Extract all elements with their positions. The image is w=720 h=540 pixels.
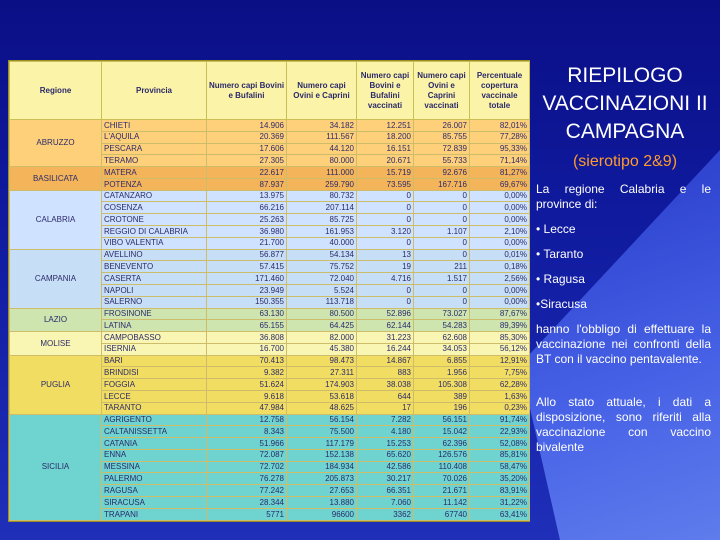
province-cell: BARI [102, 355, 207, 367]
table-row [10, 167, 530, 179]
notes-intro: La regione Calabria e le province di: [536, 182, 711, 211]
value-cell: 12.251 [357, 120, 414, 132]
value-cell: 36.980 [207, 226, 287, 238]
value-cell: 62,28% [470, 379, 530, 391]
value-cell: 63.130 [207, 308, 287, 320]
value-cell: 17.606 [207, 143, 287, 155]
value-cell: 0 [357, 202, 414, 214]
province-cell: SALERNO [102, 296, 207, 308]
value-cell: 92.676 [414, 167, 470, 179]
value-cell: 205.873 [287, 473, 357, 485]
slide-subtitle: (sierotipo 2&9) [572, 153, 678, 170]
province-cell: CATANZARO [102, 190, 207, 202]
value-cell: 62.608 [414, 332, 470, 344]
value-cell: 113.718 [287, 296, 357, 308]
value-cell: 82.000 [287, 332, 357, 344]
value-cell: 4.180 [357, 426, 414, 438]
table-row [10, 332, 530, 344]
value-cell: 85,30% [470, 332, 530, 344]
value-cell: 57.415 [207, 261, 287, 273]
value-cell: 0,18% [470, 261, 530, 273]
value-cell: 167.716 [414, 178, 470, 190]
value-cell: 52,08% [470, 438, 530, 450]
value-cell: 47.984 [207, 402, 287, 414]
value-cell: 0,00% [470, 237, 530, 249]
value-cell: 3362 [357, 508, 414, 520]
table-row [10, 355, 530, 367]
value-cell: 196 [414, 402, 470, 414]
header-bovini: Numero capi Bovini e Bufalini [207, 62, 287, 120]
value-cell: 5771 [207, 508, 287, 520]
province-cell: ENNA [102, 449, 207, 461]
value-cell: 0 [414, 190, 470, 202]
header-percentuale: Percentuale copertura vaccinale totale [470, 62, 530, 120]
value-cell: 62.144 [357, 320, 414, 332]
value-cell: 71,14% [470, 155, 530, 167]
value-cell: 389 [414, 390, 470, 402]
value-cell: 22,93% [470, 426, 530, 438]
value-cell: 62.396 [414, 438, 470, 450]
value-cell: 87,67% [470, 308, 530, 320]
value-cell: 0 [357, 190, 414, 202]
value-cell: 171.460 [207, 273, 287, 285]
value-cell: 54.134 [287, 249, 357, 261]
value-cell: 34.053 [414, 343, 470, 355]
value-cell: 42.586 [357, 461, 414, 473]
province-cell: RAGUSA [102, 485, 207, 497]
value-cell: 0 [414, 296, 470, 308]
province-cell: BRINDISI [102, 367, 207, 379]
province-cell: VIBO VALENTIA [102, 237, 207, 249]
value-cell: 70.413 [207, 355, 287, 367]
value-cell: 1,63% [470, 390, 530, 402]
header-vacc-ovini: Numero capi Ovini e Caprini vaccinati [414, 62, 470, 120]
value-cell: 70.026 [414, 473, 470, 485]
value-cell: 76.278 [207, 473, 287, 485]
value-cell: 2,10% [470, 226, 530, 238]
value-cell: 0 [357, 214, 414, 226]
value-cell: 0 [414, 202, 470, 214]
province-cell: FOGGIA [102, 379, 207, 391]
region-cell: MOLISE [10, 332, 102, 356]
value-cell: 36.808 [207, 332, 287, 344]
value-cell: 117.179 [287, 438, 357, 450]
value-cell: 644 [357, 390, 414, 402]
province-cell: FROSINONE [102, 308, 207, 320]
value-cell: 207.114 [287, 202, 357, 214]
province-cell: LECCE [102, 390, 207, 402]
province-cell: ISERNIA [102, 343, 207, 355]
value-cell: 13 [357, 249, 414, 261]
value-cell: 5.524 [287, 284, 357, 296]
value-cell: 66.216 [207, 202, 287, 214]
region-cell: SICILIA [10, 414, 102, 520]
value-cell: 105.308 [414, 379, 470, 391]
table-row [10, 190, 530, 202]
value-cell: 126.576 [414, 449, 470, 461]
value-cell: 13.975 [207, 190, 287, 202]
slide-title: RIEPILOGO VACCINAZIONI II CAMPAGNA [542, 64, 708, 143]
header-provincia: Provincia [102, 62, 207, 120]
value-cell: 89,39% [470, 320, 530, 332]
value-cell: 7.060 [357, 497, 414, 509]
notes-bullet-taranto: • Taranto [536, 247, 584, 261]
value-cell: 1.517 [414, 273, 470, 285]
value-cell: 56.877 [207, 249, 287, 261]
value-cell: 7.282 [357, 414, 414, 426]
value-cell: 161.953 [287, 226, 357, 238]
value-cell: 75.500 [287, 426, 357, 438]
value-cell: 58,47% [470, 461, 530, 473]
value-cell: 19 [357, 261, 414, 273]
value-cell: 7,75% [470, 367, 530, 379]
value-cell: 0,00% [470, 202, 530, 214]
region-cell: CAMPANIA [10, 249, 102, 308]
value-cell: 0 [414, 214, 470, 226]
province-cell: PESCARA [102, 143, 207, 155]
region-cell: CALABRIA [10, 190, 102, 249]
header-vacc-bovini: Numero capi Bovini e Bufalini vaccinati [357, 62, 414, 120]
table-row [10, 414, 530, 426]
value-cell: 53.618 [287, 390, 357, 402]
value-cell: 85,81% [470, 449, 530, 461]
value-cell: 1.107 [414, 226, 470, 238]
value-cell: 9.382 [207, 367, 287, 379]
value-cell: 85.725 [287, 214, 357, 226]
value-cell: 77,28% [470, 131, 530, 143]
vaccination-table-container [8, 60, 530, 522]
value-cell: 51.966 [207, 438, 287, 450]
value-cell: 23.949 [207, 284, 287, 296]
province-cell: NAPOLI [102, 284, 207, 296]
value-cell: 34.182 [287, 120, 357, 132]
province-cell: LATINA [102, 320, 207, 332]
value-cell: 1.956 [414, 367, 470, 379]
value-cell: 22.617 [207, 167, 287, 179]
value-cell: 72.839 [414, 143, 470, 155]
region-cell: LAZIO [10, 308, 102, 332]
value-cell: 150.355 [207, 296, 287, 308]
value-cell: 80.732 [287, 190, 357, 202]
province-cell: REGGIO DI CALABRIA [102, 226, 207, 238]
value-cell: 27.311 [287, 367, 357, 379]
region-cell: ABRUZZO [10, 120, 102, 167]
province-cell: CAMPOBASSO [102, 332, 207, 344]
value-cell: 81,27% [470, 167, 530, 179]
value-cell: 110.408 [414, 461, 470, 473]
value-cell: 3.120 [357, 226, 414, 238]
province-cell: TRAPANI [102, 508, 207, 520]
value-cell: 96600 [287, 508, 357, 520]
value-cell: 4.716 [357, 273, 414, 285]
value-cell: 6.855 [414, 355, 470, 367]
province-cell: PALERMO [102, 473, 207, 485]
province-cell: MATERA [102, 167, 207, 179]
value-cell: 56.154 [287, 414, 357, 426]
value-cell: 11.142 [414, 497, 470, 509]
province-cell: AVELLINO [102, 249, 207, 261]
value-cell: 52.896 [357, 308, 414, 320]
notes-obbligo: hanno l'obbligo di effettuare la vaccinazione nei confronti della BT con il vaccino pentavalente. [536, 322, 711, 366]
value-cell: 65.620 [357, 449, 414, 461]
value-cell: 15.719 [357, 167, 414, 179]
value-cell: 75.752 [287, 261, 357, 273]
value-cell: 30.217 [357, 473, 414, 485]
province-cell: CATANIA [102, 438, 207, 450]
header-ovini: Numero capi Ovini e Caprini [287, 62, 357, 120]
value-cell: 259.790 [287, 178, 357, 190]
value-cell: 0,23% [470, 402, 530, 414]
value-cell: 0 [357, 237, 414, 249]
value-cell: 54.283 [414, 320, 470, 332]
value-cell: 31.223 [357, 332, 414, 344]
value-cell: 18.200 [357, 131, 414, 143]
value-cell: 21.700 [207, 237, 287, 249]
value-cell: 73.595 [357, 178, 414, 190]
value-cell: 13.880 [287, 497, 357, 509]
value-cell: 9.618 [207, 390, 287, 402]
value-cell: 12,91% [470, 355, 530, 367]
value-cell: 65.155 [207, 320, 287, 332]
value-cell: 72.087 [207, 449, 287, 461]
value-cell: 0,00% [470, 190, 530, 202]
value-cell: 83,91% [470, 485, 530, 497]
value-cell: 2,56% [470, 273, 530, 285]
value-cell: 64.425 [287, 320, 357, 332]
value-cell: 56,12% [470, 343, 530, 355]
value-cell: 45.380 [287, 343, 357, 355]
value-cell: 56.151 [414, 414, 470, 426]
province-cell: POTENZA [102, 178, 207, 190]
value-cell: 0 [414, 284, 470, 296]
value-cell: 0 [414, 237, 470, 249]
province-cell: AGRIGENTO [102, 414, 207, 426]
table-row [10, 120, 530, 132]
province-cell: CROTONE [102, 214, 207, 226]
value-cell: 80.500 [287, 308, 357, 320]
table-body [10, 120, 530, 521]
value-cell: 69,67% [470, 178, 530, 190]
value-cell: 0 [357, 296, 414, 308]
province-cell: COSENZA [102, 202, 207, 214]
value-cell: 67740 [414, 508, 470, 520]
header-regione: Regione [10, 62, 102, 120]
province-cell: CHIETI [102, 120, 207, 132]
value-cell: 211 [414, 261, 470, 273]
value-cell: 0,00% [470, 284, 530, 296]
value-cell: 14.867 [357, 355, 414, 367]
province-cell: BENEVENTO [102, 261, 207, 273]
province-cell: L'AQUILA [102, 131, 207, 143]
value-cell: 38.038 [357, 379, 414, 391]
value-cell: 16.151 [357, 143, 414, 155]
value-cell: 0,00% [470, 296, 530, 308]
notes-panel [536, 182, 711, 455]
value-cell: 82,01% [470, 120, 530, 132]
value-cell: 152.138 [287, 449, 357, 461]
value-cell: 21.671 [414, 485, 470, 497]
value-cell: 174.903 [287, 379, 357, 391]
region-cell: PUGLIA [10, 355, 102, 414]
value-cell: 111.000 [287, 167, 357, 179]
value-cell: 91,74% [470, 414, 530, 426]
table-row [10, 308, 530, 320]
value-cell: 20.671 [357, 155, 414, 167]
value-cell: 883 [357, 367, 414, 379]
value-cell: 12.758 [207, 414, 287, 426]
value-cell: 27.653 [287, 485, 357, 497]
value-cell: 25.263 [207, 214, 287, 226]
province-cell: TARANTO [102, 402, 207, 414]
value-cell: 51.624 [207, 379, 287, 391]
value-cell: 66.351 [357, 485, 414, 497]
notes-stato: Allo stato attuale, i dati a disposizione, sono riferiti alla vaccinazione con vaccino bivalente [536, 395, 711, 454]
value-cell: 40.000 [287, 237, 357, 249]
province-cell: SIRACUSA [102, 497, 207, 509]
value-cell: 111.567 [287, 131, 357, 143]
value-cell: 98.473 [287, 355, 357, 367]
value-cell: 15.042 [414, 426, 470, 438]
value-cell: 48.625 [287, 402, 357, 414]
notes-bullet-lecce: • Lecce [536, 222, 576, 236]
value-cell: 20.369 [207, 131, 287, 143]
value-cell: 8.343 [207, 426, 287, 438]
value-cell: 28.344 [207, 497, 287, 509]
value-cell: 16.700 [207, 343, 287, 355]
value-cell: 0,00% [470, 214, 530, 226]
value-cell: 87.937 [207, 178, 287, 190]
value-cell: 95,33% [470, 143, 530, 155]
value-cell: 15.253 [357, 438, 414, 450]
value-cell: 16.244 [357, 343, 414, 355]
value-cell: 72.040 [287, 273, 357, 285]
value-cell: 17 [357, 402, 414, 414]
value-cell: 72.702 [207, 461, 287, 473]
value-cell: 73.027 [414, 308, 470, 320]
value-cell: 77.242 [207, 485, 287, 497]
value-cell: 31,22% [470, 497, 530, 509]
value-cell: 0 [357, 284, 414, 296]
region-cell: BASILICATA [10, 167, 102, 191]
table-row [10, 249, 530, 261]
value-cell: 184.934 [287, 461, 357, 473]
value-cell: 27.305 [207, 155, 287, 167]
province-cell: MESSINA [102, 461, 207, 473]
value-cell: 63,41% [470, 508, 530, 520]
province-cell: CALTANISSETTA [102, 426, 207, 438]
value-cell: 80.000 [287, 155, 357, 167]
vaccination-table [9, 61, 530, 521]
value-cell: 85.755 [414, 131, 470, 143]
value-cell: 44.120 [287, 143, 357, 155]
province-cell: CASERTA [102, 273, 207, 285]
notes-bullet-siracusa: •Siracusa [536, 297, 587, 311]
value-cell: 35,20% [470, 473, 530, 485]
value-cell: 0 [414, 249, 470, 261]
value-cell: 0,01% [470, 249, 530, 261]
notes-bullet-ragusa: • Ragusa [536, 272, 585, 286]
value-cell: 14.906 [207, 120, 287, 132]
province-cell: TERAMO [102, 155, 207, 167]
value-cell: 26.007 [414, 120, 470, 132]
value-cell: 55.733 [414, 155, 470, 167]
